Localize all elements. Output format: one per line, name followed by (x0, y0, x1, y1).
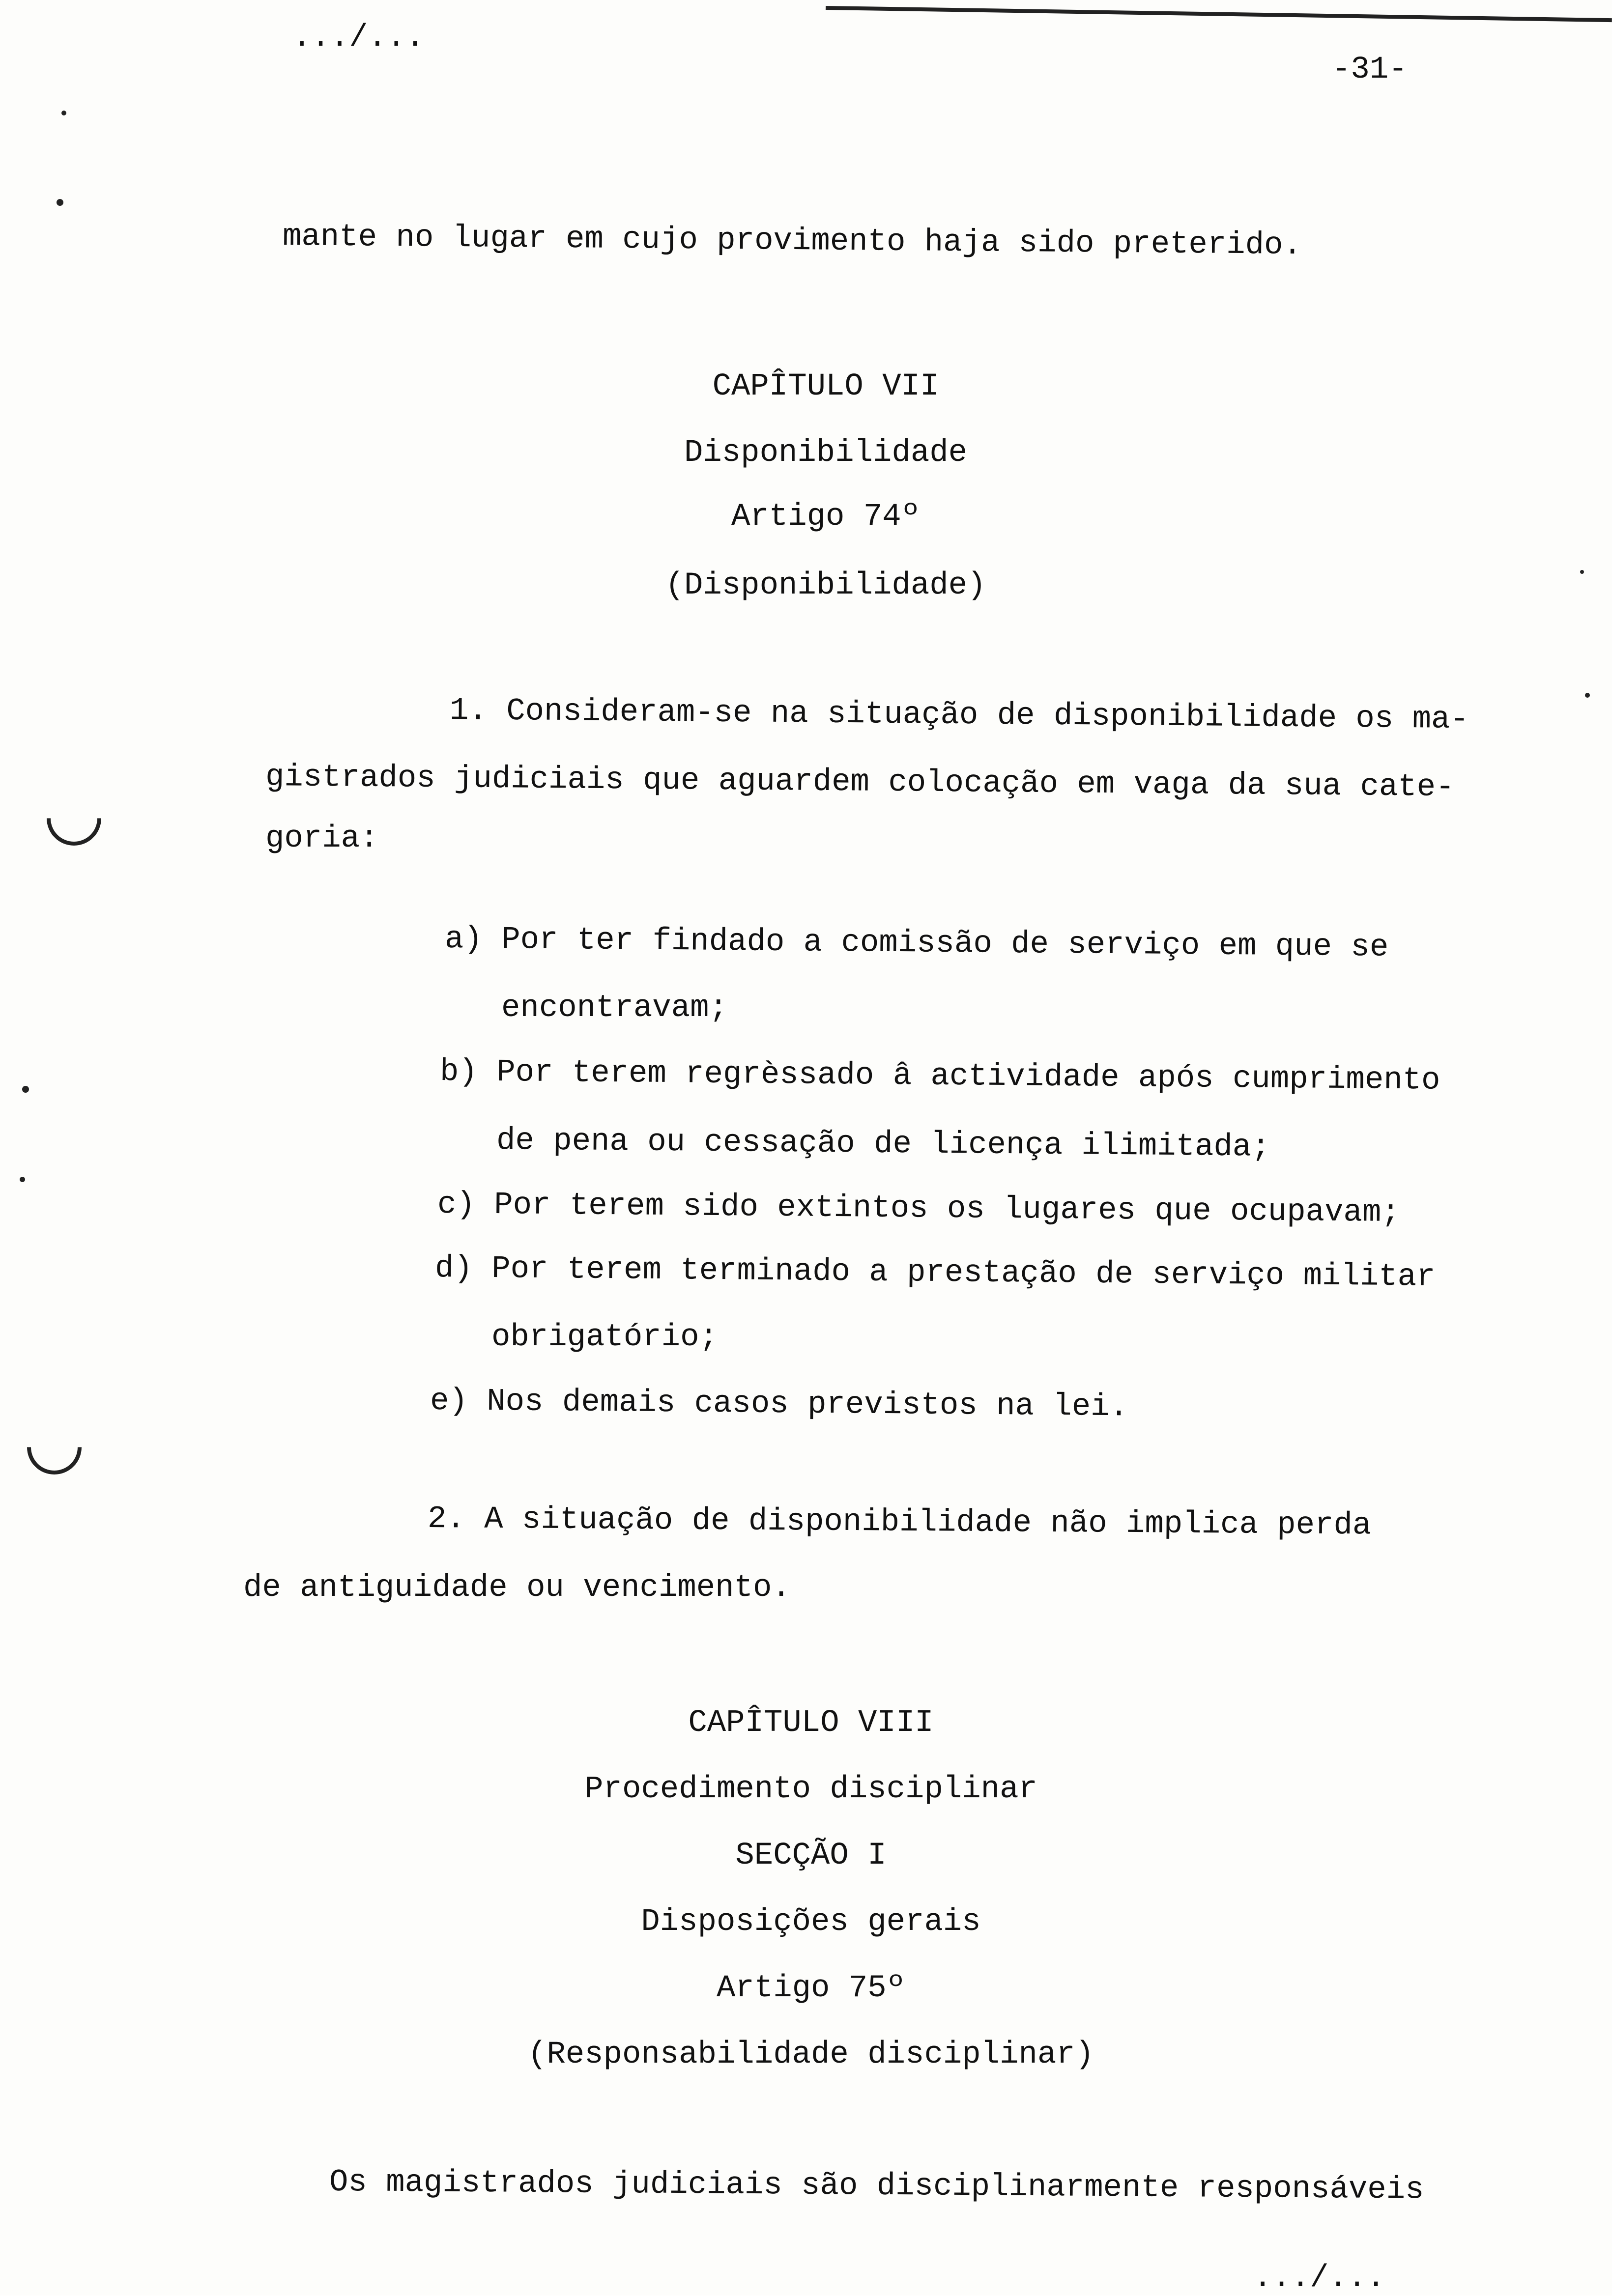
continuation-mark-top: .../... (292, 20, 425, 56)
article-74-title: Artigo 74º (731, 499, 921, 535)
para-1-line-3: goria: (265, 821, 379, 856)
list-item-b-line-1: b) Por terem regrèssado â actividade após cumprimento (439, 1054, 1440, 1099)
scan-speck (1580, 570, 1584, 574)
list-item-c: c) Por terem sido extintos os lugares que ocupavam; (437, 1187, 1400, 1231)
section-1-heading: Disposições gerais (641, 1904, 981, 1940)
scan-speck (22, 1086, 29, 1093)
list-item-a-line-2: encontravam; (501, 991, 728, 1026)
continuation-mark-bottom: .../... (1253, 2261, 1385, 2296)
binder-hole-mark (16, 1409, 93, 1486)
carry-over-line: mante no lugar em cujo provimento haja sido preterido. (282, 219, 1302, 264)
binder-hole-mark (35, 780, 113, 857)
para-1-line-2: gistrados judiciais que aguardem colocação em vaga da sua cate- (265, 760, 1455, 806)
top-rule (826, 6, 1612, 22)
chapter-8-title: CAPÎTULO VIII (688, 1705, 934, 1741)
article-75-title: Artigo 75º (716, 1971, 906, 2006)
para-3-line-1: Os magistrados judiciais são disciplinarmente responsáveis (329, 2165, 1424, 2208)
list-item-e: e) Nos demais casos previstos na lei. (430, 1384, 1129, 1425)
article-75-heading: (Responsabilidade disciplinar) (527, 2037, 1094, 2072)
para-2-line-1: 2. A situação de disponibilidade não implica perda (427, 1502, 1372, 1544)
list-item-a-line-1: a) Por ter findado a comissão de serviço em que se (444, 922, 1389, 965)
chapter-8-subtitle: Procedimento disciplinar (584, 1772, 1037, 1807)
scan-speck (61, 111, 66, 115)
scan-speck (20, 1177, 25, 1182)
scan-speck (57, 199, 63, 206)
chapter-7-title: CAPÎTULO VII (712, 369, 939, 404)
para-1-line-1: 1. Consideram-se na situação de disponibilidade os ma- (449, 693, 1469, 738)
para-2-line-2: de antiguidade ou vencimento. (243, 1570, 791, 1606)
list-item-d-line-2: obrigatório; (491, 1320, 718, 1355)
chapter-7-subtitle: Disponibilidade (684, 435, 968, 471)
list-item-b-line-2: de pena ou cessação de licença ilimitada; (496, 1123, 1270, 1165)
section-1-title: SECÇÃO I (735, 1838, 887, 1873)
list-item-d-line-1: d) Por terem terminado a prestação de serviço militar (434, 1251, 1436, 1295)
article-74-heading: (Disponibilidade) (665, 568, 986, 603)
scan-speck (1585, 693, 1590, 698)
page-number: -31- (1332, 52, 1408, 87)
